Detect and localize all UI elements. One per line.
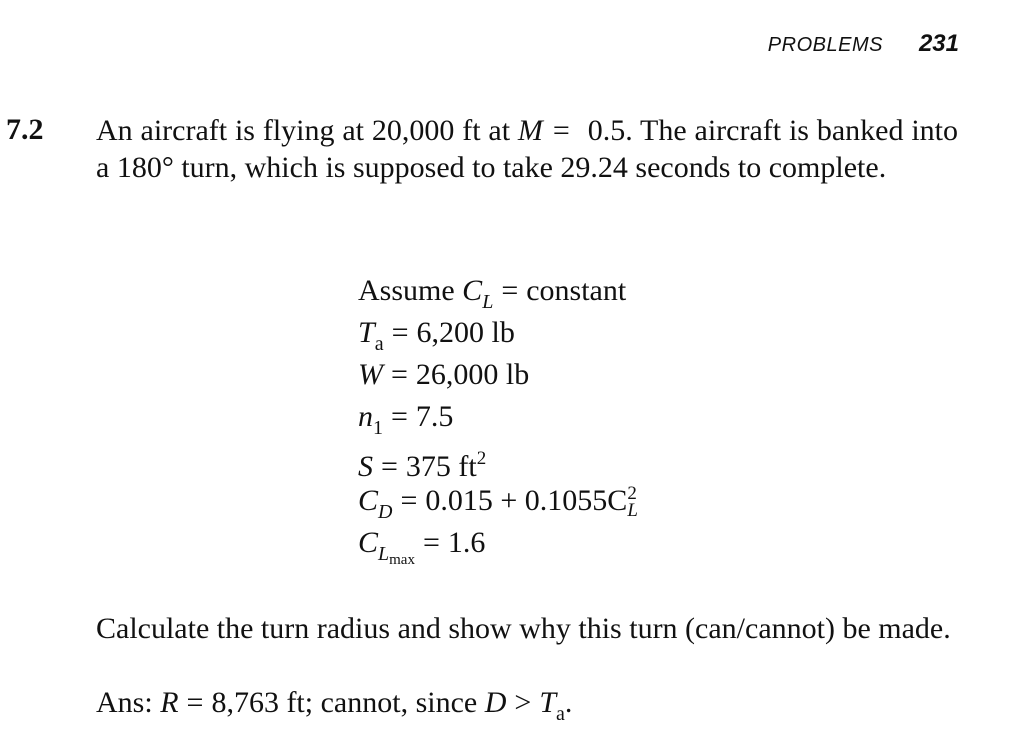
- statement-text-end: 0.5. The aircraft is banked into a 180° turn, which is supposed to take 29.24 seconds to complete.: [96, 114, 958, 184]
- equals-sign: =: [391, 316, 409, 349]
- statement-text-start: An aircraft is flying at 20,000 ft at: [96, 114, 518, 147]
- cd-symbol: C: [358, 484, 379, 517]
- available-thrust-symbol: T: [539, 686, 556, 719]
- given-value: 6,200 lb: [416, 316, 515, 349]
- available-thrust-subscript: a: [556, 703, 565, 725]
- given-value: constant: [526, 274, 627, 307]
- mach-symbol: M: [517, 114, 543, 147]
- problem-number: 7.2: [6, 113, 44, 146]
- load-factor-symbol: n: [358, 400, 373, 433]
- wing-area-symbol: S: [358, 450, 373, 483]
- given-value: 375 ft: [405, 450, 477, 483]
- given-value: 7.5: [415, 400, 454, 433]
- weight-symbol: W: [358, 358, 383, 391]
- equals-sign: =: [381, 450, 398, 483]
- given-line-load-factor: [358, 399, 638, 441]
- clmax-subscript: [378, 543, 415, 568]
- equals-sign: =: [400, 484, 418, 517]
- given-line-weight: [358, 357, 638, 399]
- area-exponent: 2: [476, 448, 487, 469]
- answer-equals: =: [186, 686, 204, 719]
- radius-symbol: R: [160, 686, 179, 719]
- given-data-list: [358, 273, 638, 567]
- cl-squared-scripts: [627, 485, 638, 519]
- load-factor-subscript: 1: [373, 417, 383, 439]
- drag-symbol: D: [484, 686, 507, 719]
- thrust-subscript: a: [374, 333, 384, 355]
- given-value: 26,000 lb: [415, 358, 530, 391]
- problem-statement: [96, 112, 958, 186]
- cl-exponent: 2: [627, 483, 637, 504]
- drag-polar-value: 0.015 + 0.1055C: [425, 484, 628, 517]
- equals-sign: =: [501, 274, 519, 307]
- cl-symbol: C: [462, 274, 483, 307]
- given-line-clmax: [358, 525, 638, 567]
- answer-value: 8,763 ft; cannot, since: [211, 686, 478, 719]
- assume-word: Assume: [358, 274, 463, 307]
- given-line-thrust: [358, 315, 638, 357]
- greater-than-sign: >: [514, 686, 532, 719]
- given-value: 1.6: [447, 526, 486, 559]
- mach-equals: =: [552, 114, 570, 147]
- given-line-drag-polar: [358, 483, 638, 525]
- given-line-assume-cl: [358, 273, 638, 315]
- equals-sign: =: [422, 526, 440, 559]
- answer-prefix: Ans:: [96, 686, 153, 719]
- answer-end: .: [564, 686, 573, 719]
- equals-sign: =: [391, 400, 408, 433]
- clmax-symbol: C: [358, 526, 379, 559]
- given-line-wing-area: [358, 441, 638, 483]
- cd-subscript: D: [378, 501, 393, 523]
- clmax-subsubscript: max: [389, 552, 415, 568]
- equals-sign: =: [391, 358, 408, 391]
- cl-value-subscript: L: [627, 500, 638, 521]
- page-number: 231: [918, 30, 959, 57]
- running-header: [768, 30, 959, 58]
- cl-subscript: L: [482, 291, 494, 313]
- running-section-title: PROBLEMS: [767, 34, 883, 56]
- problem-question: Calculate the turn radius and show why this turn (can/cannot) be made.: [96, 612, 951, 645]
- clmax-sub-letter: L: [378, 543, 390, 565]
- thrust-symbol: T: [358, 316, 375, 349]
